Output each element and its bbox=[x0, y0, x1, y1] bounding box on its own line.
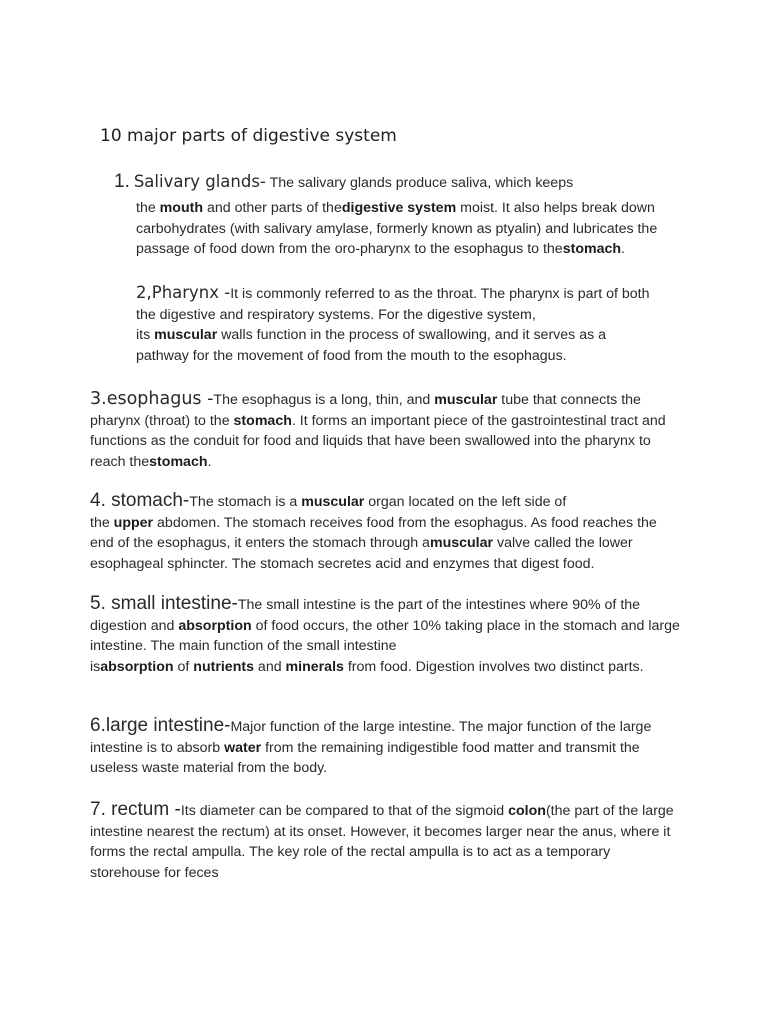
section-large-intestine bbox=[90, 716, 680, 779]
section-text: moist. It also helps break down carbohydrates (with salivary amylase, formerly known as ptyalin) and lubricates the passage of food down from the oro-pharynx to the esophagus to the bbox=[136, 200, 658, 258]
section-text: abdomen. The stomach receives food from the esophagus. As food reaches the end of the esophagus, it enters the stomach through a bbox=[90, 514, 657, 552]
keyword: upper bbox=[113, 514, 154, 531]
section-rectum bbox=[90, 800, 680, 883]
section-heading: 4. stomach- bbox=[90, 490, 190, 511]
section-heading: 6.large intestine- bbox=[90, 715, 231, 736]
keyword: colon bbox=[508, 803, 546, 819]
section-text: . bbox=[207, 453, 212, 470]
section-heading: 7. rectum - bbox=[90, 799, 181, 820]
section-heading: Salivary glands- bbox=[133, 172, 266, 191]
section-text: of food occurs, the other 10% taking place in the stomach and large intestine. The main function of the small intestine bbox=[90, 617, 680, 655]
keyword: digestive system bbox=[341, 200, 457, 216]
section-text: The esophagus is a long, thin, and bbox=[213, 392, 435, 408]
section-text: its bbox=[136, 327, 155, 344]
section-text: tube that connects the pharynx (throat) to the bbox=[90, 392, 641, 429]
keyword: mouth bbox=[159, 200, 204, 216]
keyword: muscular bbox=[429, 535, 494, 552]
keyword: muscular bbox=[301, 494, 365, 510]
section-small-intestine bbox=[90, 594, 680, 677]
section-number: 1. bbox=[114, 171, 130, 192]
section-text: The stomach is a bbox=[189, 494, 302, 510]
section-salivary-glands-body bbox=[136, 198, 666, 260]
section-text: . It forms an important piece of the gastrointestinal tract and functions as the conduit for food and liquids that have been swallowed into the pharynx to reach the bbox=[90, 412, 666, 470]
section-stomach bbox=[90, 491, 680, 574]
section-text: of bbox=[173, 658, 194, 675]
keyword: muscular bbox=[154, 327, 218, 344]
section-text: (the part of the large intestine nearest the rectum) at its onset. However, it becomes larger near the anus, where it forms the rectal ampulla. The key role of the rectal ampulla is to act as a temporary storehouse for feces bbox=[90, 803, 674, 881]
section-text: Major function of the large intestine. The major function of the large intestine is to absorb bbox=[90, 719, 652, 756]
section-text: walls function in the process of swallowing, and it serves as a pathway for the movement of food from the mouth to the esophagus. bbox=[136, 327, 607, 364]
section-text: The small intestine is the part of the intestines where 90% of the digestion and bbox=[90, 597, 641, 634]
section-heading: 5. small intestine- bbox=[90, 593, 238, 614]
section-text: from food. Digestion involves two distinct parts. bbox=[343, 658, 644, 675]
page-title: 10 major parts of digestive system bbox=[100, 126, 397, 146]
section-text: the bbox=[90, 514, 114, 531]
section-text: valve called the lower esophageal sphincter. The stomach secretes acid and enzymes that digest food. bbox=[90, 535, 633, 572]
section-heading: 3.esophagus - bbox=[90, 389, 214, 409]
section-text: . bbox=[621, 241, 625, 258]
section-text: and bbox=[253, 658, 286, 675]
keyword: nutrients bbox=[193, 658, 254, 675]
keyword: stomach bbox=[149, 453, 208, 470]
keyword: absorption bbox=[178, 617, 252, 634]
keyword: stomach bbox=[562, 241, 622, 258]
section-text: from the remaining indigestible food matter and transmit the useless waste material from the body. bbox=[90, 739, 640, 777]
section-text: and other parts of the bbox=[203, 200, 342, 216]
keyword: absorption bbox=[100, 658, 174, 675]
section-pharynx bbox=[136, 283, 656, 366]
keyword: minerals bbox=[285, 658, 344, 675]
section-text: Its diameter can be compared to that of the sigmoid bbox=[180, 803, 509, 819]
section-text: The salivary glands produce saliva, which keeps bbox=[265, 175, 574, 191]
section-esophagus bbox=[90, 389, 680, 472]
section-heading: 2,Pharynx - bbox=[136, 283, 231, 302]
keyword: muscular bbox=[434, 392, 498, 408]
keyword: stomach bbox=[233, 412, 292, 429]
section-text: is bbox=[90, 658, 101, 675]
section-text: organ located on the left side of bbox=[364, 494, 567, 510]
section-text: It is commonly referred to as the throat. The pharynx is part of both the digestive and respiratory systems. For the digestive system, bbox=[136, 286, 650, 323]
section-text: the bbox=[136, 200, 160, 216]
section-salivary-glands bbox=[114, 172, 634, 194]
keyword: water bbox=[224, 739, 262, 756]
